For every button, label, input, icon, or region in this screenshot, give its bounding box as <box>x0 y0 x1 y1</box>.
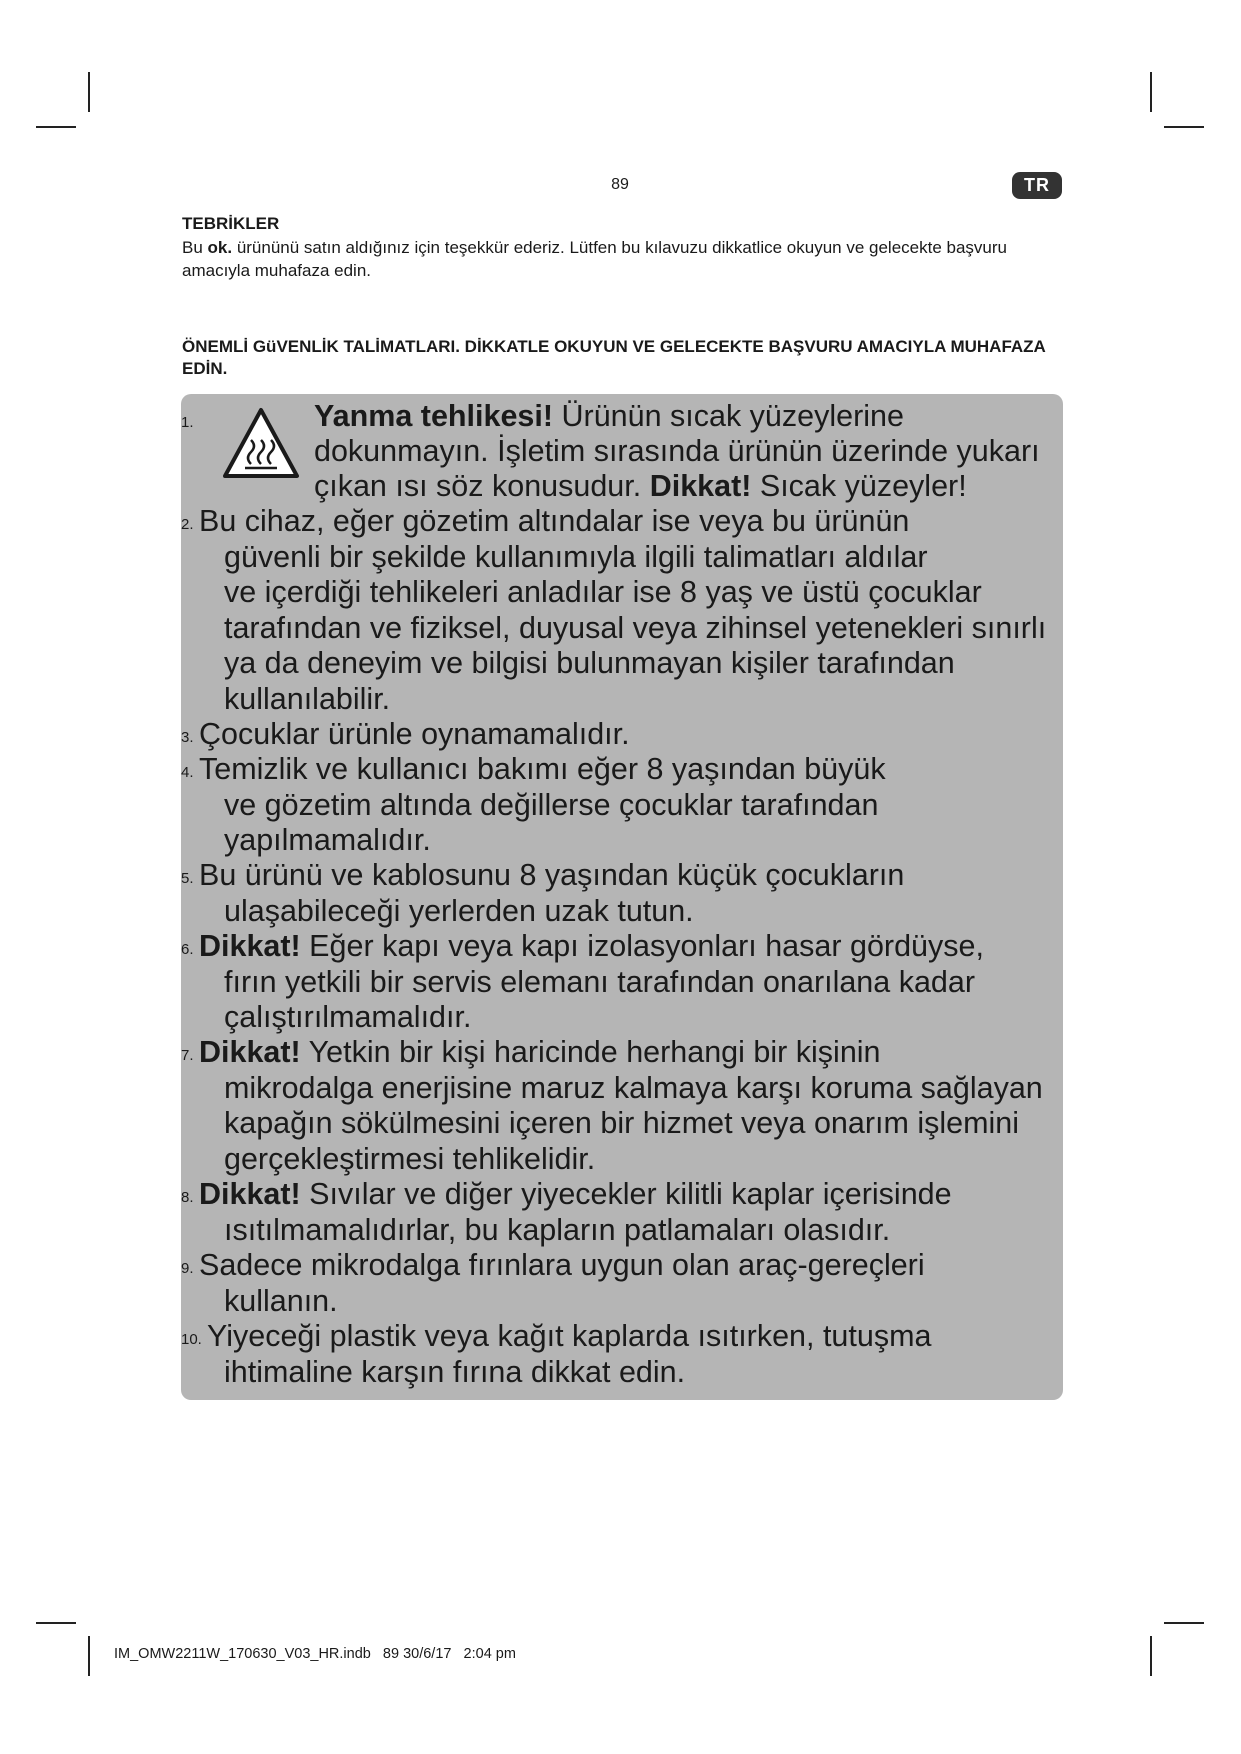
safety-item-1 <box>181 394 1061 504</box>
brand-name: ok. <box>207 238 233 257</box>
bold-warning: Yanma tehlikesi! <box>314 399 554 433</box>
intro-heading: TEBRİKLER <box>182 214 280 233</box>
safety-item-3 <box>181 717 1061 753</box>
safety-item-6 <box>181 929 1061 1036</box>
item-line: kullanılabilir. <box>224 681 391 716</box>
item-line: çalıştırılmamalıdır. <box>224 1000 472 1034</box>
item-line <box>181 1177 1061 1213</box>
line-text: Ürünün sıcak yüzeylerine <box>553 399 904 433</box>
item-line: mikrodalga enerjisine maruz kalmaya karşı koruma sağlayan <box>224 1070 1043 1105</box>
item-line <box>314 399 904 434</box>
line-text: çıkan ısı söz konusudur. <box>314 469 650 503</box>
safety-item-7 <box>181 1035 1061 1177</box>
item-line: ısıtılmamalıdırlar, bu kapların patlamaları olasıdır. <box>224 1212 891 1247</box>
safety-item-2 <box>181 504 1061 717</box>
item-line: güvenli bir şekilde kullanımıyla ilgili talimatları aldılar <box>224 539 928 574</box>
intro-text-before: Bu <box>182 238 208 257</box>
item-number: 6. <box>181 941 194 958</box>
item-number: 9. <box>181 1260 194 1277</box>
crop-mark <box>1164 126 1204 128</box>
item-line: Çocuklar ürünle oynamamalıdır. <box>199 717 630 751</box>
item-line: fırın yetkili bir servis elemanı tarafından onarılana kadar <box>224 964 976 999</box>
safety-item-8 <box>181 1177 1061 1248</box>
item-number: 5. <box>181 870 194 887</box>
crop-mark <box>1150 72 1152 112</box>
item-number: 7. <box>181 1047 194 1064</box>
crop-mark <box>1164 1622 1204 1624</box>
item-number: 10. <box>181 1331 202 1348</box>
item-line: kapağın sökülmesini içeren bir hizmet veya onarım işlemini <box>224 1106 1020 1140</box>
bold-warning: Dikkat! <box>649 469 752 503</box>
item-line: Bu ürünü ve kablosunu 8 yaşından küçük çocukların <box>199 858 905 892</box>
item-line: Temizlik ve kullanıcı bakımı eğer 8 yaşından büyük <box>199 752 886 786</box>
crop-mark <box>88 72 90 112</box>
item-line: ulaşabileceği yerlerden uzak tutun. <box>224 893 694 928</box>
item-line <box>314 469 967 504</box>
item-number: 4. <box>181 764 194 781</box>
item-line: Yiyeceği plastik veya kağıt kaplarda ısıtırken, tutuşma <box>207 1319 932 1353</box>
item-number: 1. <box>181 414 194 431</box>
safety-item-4 <box>181 752 1061 859</box>
item-number: 8. <box>181 1189 194 1206</box>
item-line: yapılmamalıdır. <box>224 823 431 857</box>
item-line: ve içerdiği tehlikeleri anladılar ise 8 yaş ve üstü çocuklar <box>224 575 982 609</box>
bold-warning: Dikkat! <box>199 929 301 963</box>
item-line: tarafından ve fiziksel, duyusal veya zihinsel yetenekleri sınırlı <box>224 610 1047 645</box>
safety-item-10 <box>181 1319 1061 1390</box>
safety-item-9 <box>181 1248 1061 1319</box>
line-text: Yetkin bir kişi haricinde herhangi bir kişinin <box>300 1035 881 1069</box>
item-number: 3. <box>181 729 194 746</box>
line-text: Eğer kapı veya kapı izolasyonları hasar gördüyse, <box>300 929 984 963</box>
item-line: gerçekleştirmesi tehlikelidir. <box>224 1141 596 1176</box>
item-line: Bu cihaz, eğer gözetim altındalar ise veya bu ürünün <box>199 504 910 538</box>
intro-text <box>182 236 1062 282</box>
item-number: 2. <box>181 516 194 533</box>
item-line: ya da deneyim ve bilgisi bulunmayan kişiler tarafından <box>224 646 955 680</box>
page-number: 89 <box>611 176 629 193</box>
safety-instructions-box <box>181 394 1063 1400</box>
item-line: dokunmayın. İşletim sırasında ürünün üzerinde yukarı <box>314 434 1040 468</box>
safety-item-5 <box>181 858 1061 929</box>
item-line: Sadece mikrodalga fırınlara uygun olan araç-gereçleri <box>199 1248 925 1282</box>
crop-mark <box>1150 1636 1152 1676</box>
print-slug: IM_OMW2211W_170630_V03_HR.indb 89 30/6/17 2:04 pm <box>114 1646 516 1662</box>
item-line: kullanın. <box>224 1283 338 1318</box>
crop-mark <box>36 1622 76 1624</box>
item-line <box>181 1035 1061 1071</box>
crop-mark <box>36 126 76 128</box>
item-line <box>181 929 1061 965</box>
safety-heading: ÖNEMLİ GüVENLİK TALİMATLARI. DİKKATLE OKUYUN VE GELECEKTE BAŞVURU AMACIYLA MUHAFAZA EDİN. <box>182 337 1046 378</box>
crop-mark <box>88 1636 90 1676</box>
line-text: Sıvılar ve diğer yiyecekler kilitli kaplar içerisinde <box>300 1177 952 1211</box>
intro-text-after: ürününü satın aldığınız için teşekkür ederiz. Lütfen bu kılavuzu dikkatlice okuyun ve gelecekte başvuru amacıyla muhafaza edin. <box>182 238 1007 280</box>
language-badge: TR <box>1012 172 1062 199</box>
line-text: Sıcak yüzeyler! <box>751 469 967 503</box>
hot-surface-warning-icon <box>221 406 301 480</box>
bold-warning: Dikkat! <box>199 1035 301 1069</box>
bold-warning: Dikkat! <box>199 1177 301 1211</box>
item-line: ve gözetim altında değillerse çocuklar tarafından <box>224 787 879 822</box>
item-line: ihtimaline karşın fırına dikkat edin. <box>224 1354 686 1389</box>
